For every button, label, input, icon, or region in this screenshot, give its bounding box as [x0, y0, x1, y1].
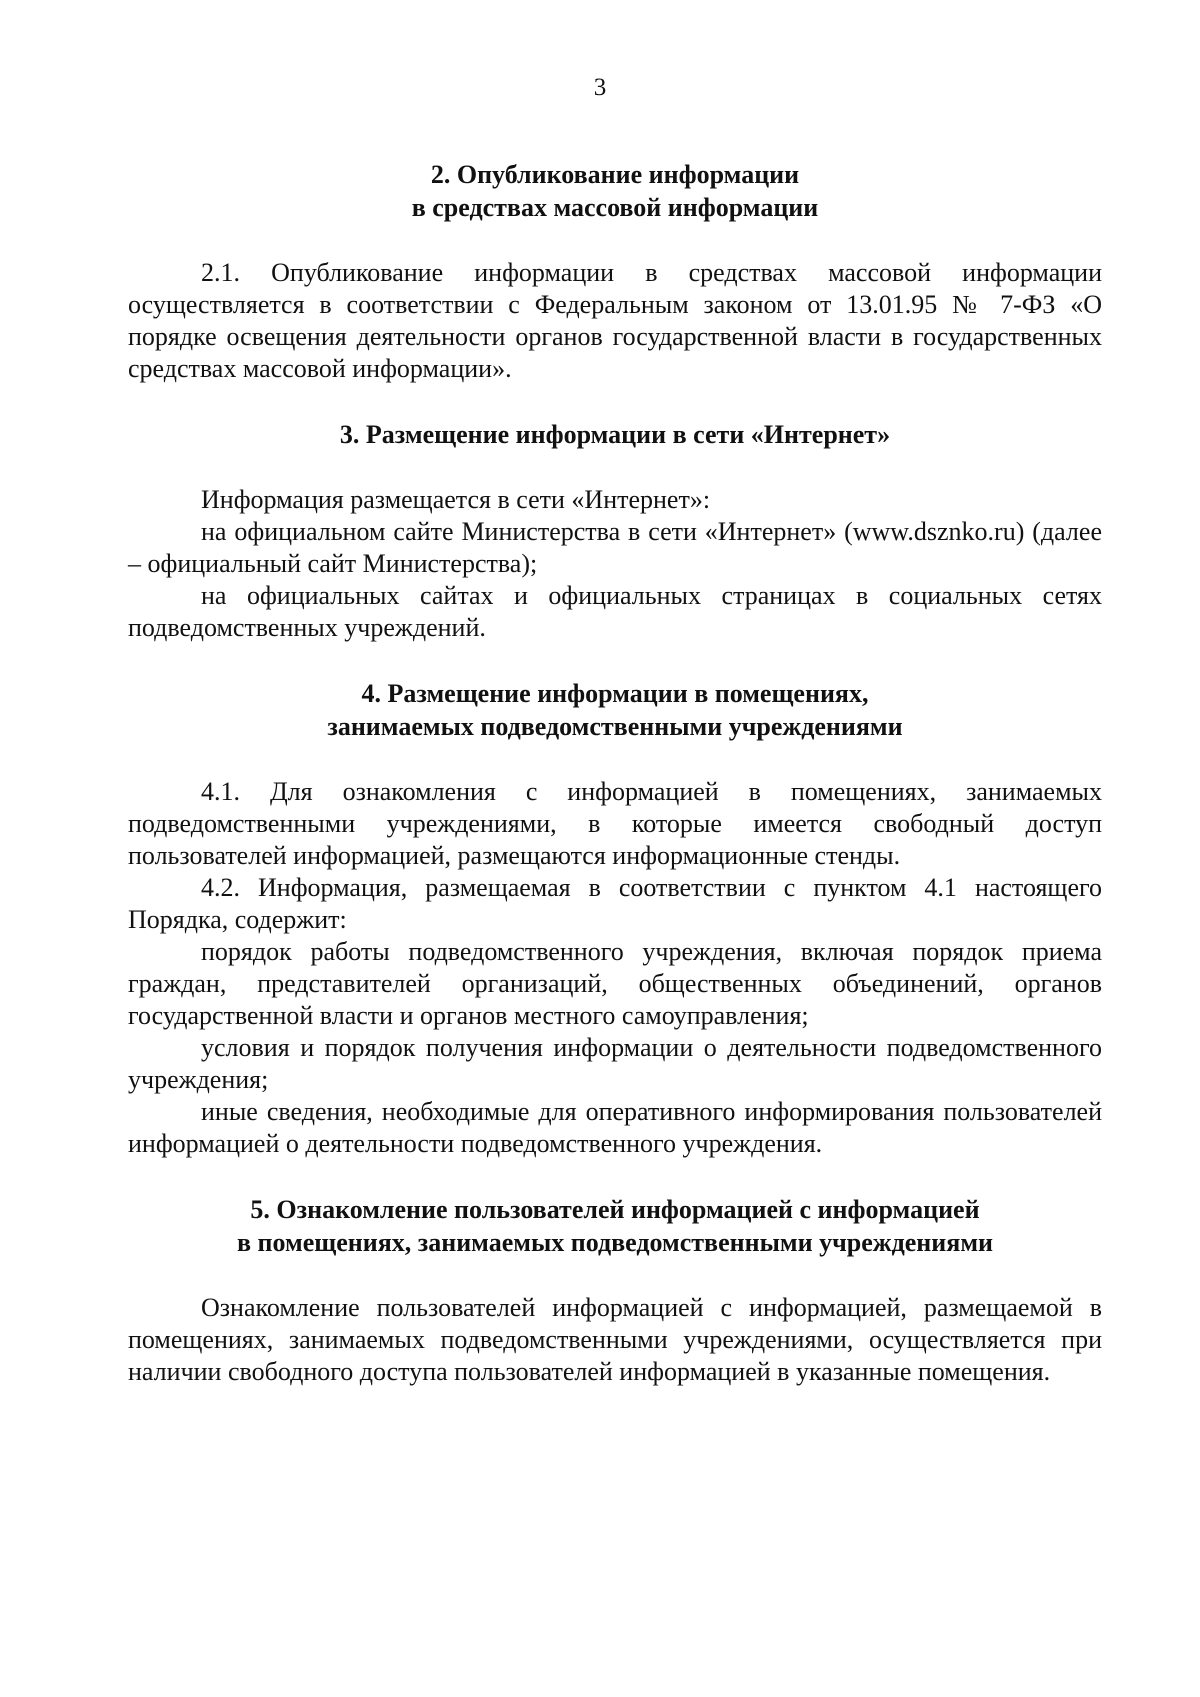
section-heading: [128, 418, 1102, 451]
paragraph: на официальном сайте Министерства в сети «Интернет» (www.dsznko.ru) (далее – официальный сайт Министерства);: [128, 517, 1102, 578]
section-4: [128, 677, 1102, 1160]
section-2: [128, 158, 1102, 385]
page-number: 3: [593, 74, 607, 101]
section-5: [128, 1193, 1102, 1388]
paragraph: условия и порядок получения информации о деятельности подведомственного учреждения;: [128, 1033, 1102, 1094]
heading-line: 5. Ознакомление пользователей информацией с информацией: [250, 1195, 980, 1224]
heading-line: в средствах массовой информации: [411, 193, 819, 222]
heading-line: 2. Опубликование информации: [430, 160, 800, 189]
paragraph: иные сведения, необходимые для оперативного информирования пользователей информацией о деятельности подведомственного учреждения.: [128, 1097, 1102, 1158]
section-heading: [128, 1193, 1102, 1259]
section-heading: [128, 158, 1102, 224]
document-body: [128, 158, 1102, 1388]
paragraph: 4.1. Для ознакомления с информацией в помещениях, занимаемых подведомственными учреждениями, в которые имеется свободный доступ пользователей информацией, размещаются информационные стенды.: [128, 777, 1102, 870]
paragraph: на официальных сайтах и официальных страницах в социальных сетях подведомственных учреждений.: [128, 581, 1102, 642]
section-heading: [128, 677, 1102, 743]
paragraph: порядок работы подведомственного учреждения, включая порядок приема граждан, представителей организаций, общественных объединений, органов государственной власти и органов местного самоуправления;: [128, 937, 1102, 1030]
paragraph: 2.1. Опубликование информации в средствах массовой информации осуществляется в соответствии с Федеральным законом от 13.01.95 № 7-ФЗ «О порядке освещения деятельности органов государственной власти в государственных средствах массовой информации».: [128, 258, 1102, 383]
paragraph: Информация размещается в сети «Интернет»:: [201, 485, 711, 514]
paragraph: Ознакомление пользователей информацией с информацией, размещаемой в помещениях, занимаемых подведомственными учреждениями, осуществляется при наличии свободного доступа пользователей информацией в указанные помещения.: [128, 1293, 1102, 1386]
heading-line: в помещениях, занимаемых подведомственными учреждениями: [236, 1228, 994, 1257]
section-3: [128, 418, 1102, 644]
heading-line: 4. Размещение информации в помещениях,: [361, 679, 869, 708]
heading-line: 3. Размещение информации в сети «Интернет»: [339, 420, 891, 449]
heading-line: занимаемых подведомственными учреждениями: [327, 712, 903, 741]
paragraph: 4.2. Информация, размещаемая в соответствии с пунктом 4.1 настоящего Порядка, содержит:: [128, 873, 1102, 934]
